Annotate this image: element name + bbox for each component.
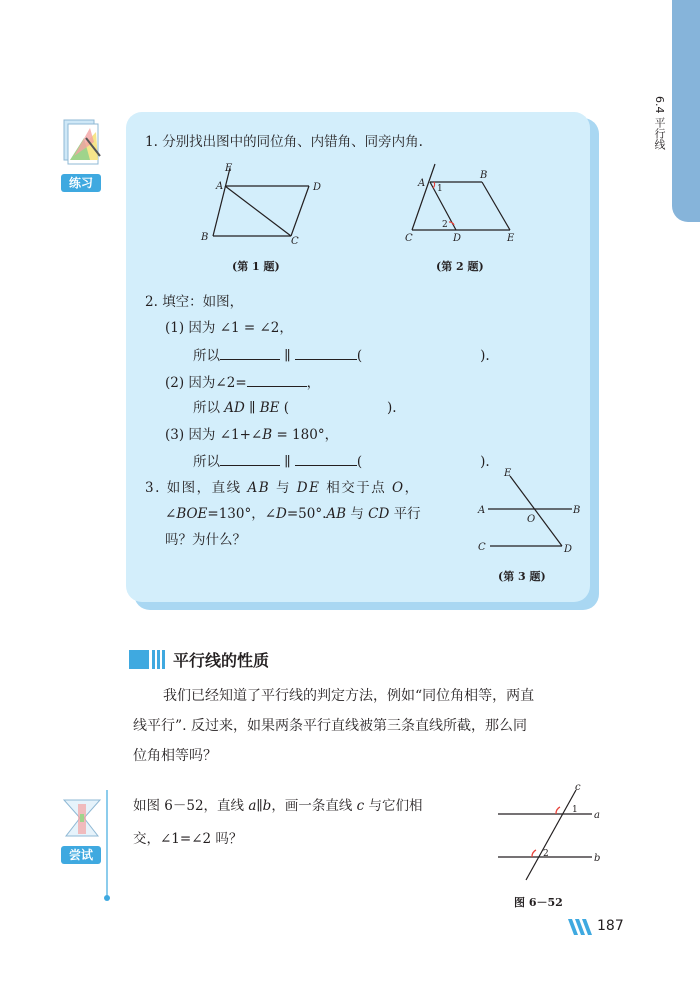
parallel-sign: ∥ xyxy=(256,798,263,814)
text: 与 xyxy=(346,506,369,522)
text: 如图，直线 xyxy=(166,480,248,496)
so-label: 所以 xyxy=(193,348,220,364)
fig652-label-a: a xyxy=(594,810,600,821)
question-1-number: 1. xyxy=(145,134,158,150)
answer-blank[interactable] xyxy=(295,345,357,360)
line-b: b xyxy=(262,798,272,814)
try-side-line xyxy=(102,790,112,905)
text: ∠ xyxy=(165,506,177,522)
fig2-label-A: A xyxy=(418,178,426,189)
question-2-part-3-condition xyxy=(165,425,338,445)
text: =50°. xyxy=(286,506,327,522)
parallel-sign: ∥ xyxy=(284,454,291,470)
fig1-label-C: C xyxy=(291,236,299,247)
paragraph-line-2: 线平行”. 反过来，如果两条平行直线被第三条直线所截，那么同 xyxy=(133,718,528,734)
line-a: a xyxy=(248,798,257,814)
side-tab xyxy=(672,0,700,222)
text: ，画一条直线 xyxy=(271,798,357,814)
fig2-label-C: C xyxy=(405,233,413,244)
question-3-number: 3. xyxy=(145,480,161,496)
fig1-label-B: B xyxy=(201,232,209,243)
side-section-label: 6.4 平行线 xyxy=(653,96,666,150)
text: 与 xyxy=(270,480,297,496)
fig2-label-2: 2 xyxy=(442,220,448,230)
section-heading-bars-icon xyxy=(129,650,166,669)
page-number: 187 xyxy=(597,918,624,934)
exercise-badge: 练习 xyxy=(61,174,101,192)
line-AB: AB xyxy=(326,506,347,522)
paragraph-line-1: 我们已经知道了平行线的判定方法，例如“同位角相等，两直 xyxy=(163,688,535,704)
try-hourglass-icon xyxy=(60,796,104,842)
angle-letter: B xyxy=(262,427,273,443)
paragraph-line-3: 位角相等吗？ xyxy=(133,748,217,764)
paren-close: ). xyxy=(480,348,490,364)
fig3-label-E: E xyxy=(504,468,512,479)
figure-6-52-parallel-lines xyxy=(486,780,608,884)
line-c: c xyxy=(356,798,365,814)
fig652-label-2: 2 xyxy=(543,849,549,859)
fig3-label-D: D xyxy=(564,544,573,555)
try-line-1 xyxy=(133,791,422,821)
text: ， xyxy=(404,480,420,496)
angle-D: D xyxy=(276,506,287,522)
so-label: 所以 xyxy=(193,400,225,416)
paren-open: ( xyxy=(279,400,290,416)
fig2-label-1: 1 xyxy=(437,184,443,194)
question-2-part-3-conclusion xyxy=(193,451,490,472)
question-2-part-1-conclusion xyxy=(193,345,490,366)
answer-blank[interactable] xyxy=(220,451,280,466)
fig1-label-D: D xyxy=(313,182,322,193)
fig1-label-E: E xyxy=(225,163,233,174)
figure-6-52-caption: 图 6－52 xyxy=(514,896,563,909)
paren-open: ( xyxy=(356,348,363,364)
fig3-label-O: O xyxy=(527,514,536,525)
line-CD: CD xyxy=(368,506,390,522)
answer-blank[interactable] xyxy=(295,451,357,466)
fig2-label-E: E xyxy=(507,233,515,244)
paren-close: ). xyxy=(387,400,397,416)
text: =130°，∠ xyxy=(207,506,277,522)
section-title: 平行线的性质 xyxy=(173,651,270,670)
question-1 xyxy=(145,132,423,152)
text: 相交于点 xyxy=(320,480,393,496)
paren-open: ( xyxy=(356,454,363,470)
question-2-intro xyxy=(145,292,243,312)
angle-BOE: BOE xyxy=(176,506,208,522)
figure-3-caption: (第 3 题) xyxy=(498,570,546,583)
condition-text: (3) 因为 ∠1+∠ xyxy=(165,427,263,443)
parallel-statement: AD ∥ BE xyxy=(224,400,280,416)
question-2-intro-text: 填空：如图， xyxy=(162,294,244,310)
answer-blank[interactable] xyxy=(247,372,307,387)
fig652-label-c: c xyxy=(575,782,581,793)
paren-close: ). xyxy=(480,454,490,470)
parallel-sign: ∥ xyxy=(284,348,291,364)
figure-1-parallelogram xyxy=(195,160,325,250)
question-1-text: 分别找出图中的同位角、内错角、同旁内角. xyxy=(162,134,423,150)
fig1-label-A: A xyxy=(216,181,224,192)
point-O: O xyxy=(392,480,405,496)
question-3-line-2 xyxy=(165,504,421,524)
question-2-part-1-condition: (1) 因为 ∠1 = ∠2， xyxy=(165,320,293,336)
fig652-label-b: b xyxy=(594,853,601,864)
text: 与它们相 xyxy=(364,798,423,814)
fig2-label-B: B xyxy=(480,170,488,181)
text: 如图 6－52，直线 xyxy=(133,798,249,814)
try-badge: 尝试 xyxy=(61,846,101,864)
fig3-label-B: B xyxy=(573,505,581,516)
figure-2-trapezoid xyxy=(400,160,525,250)
line-AB: AB xyxy=(247,480,271,496)
fig3-label-A: A xyxy=(478,505,486,516)
figure-2-caption: (第 2 题) xyxy=(436,260,484,273)
fig3-label-C: C xyxy=(478,542,486,553)
question-2-number: 2. xyxy=(145,294,158,310)
answer-blank[interactable] xyxy=(220,345,280,360)
condition-text: (2) 因为∠2= xyxy=(165,375,247,391)
question-2-part-2-conclusion xyxy=(193,398,397,418)
comma: ， xyxy=(306,375,321,391)
condition-value: = 180°， xyxy=(272,427,339,443)
exercise-book-icon xyxy=(60,116,104,166)
figure-3-intersecting-lines xyxy=(472,466,587,561)
fig2-label-D: D xyxy=(453,233,462,244)
question-3-line-3: 吗？为什么？ xyxy=(165,532,246,548)
line-DE: DE xyxy=(296,480,321,496)
figure-1-caption: (第 1 题) xyxy=(232,260,280,273)
question-3-line-1 xyxy=(145,478,420,498)
try-line-2: 交，∠1=∠2 吗？ xyxy=(133,831,243,847)
question-2-part-2-condition xyxy=(165,372,320,393)
text: 平行 xyxy=(389,506,421,522)
so-label: 所以 xyxy=(193,454,220,470)
page-number-stripes-icon xyxy=(568,919,594,935)
fig652-label-1: 1 xyxy=(572,805,578,815)
